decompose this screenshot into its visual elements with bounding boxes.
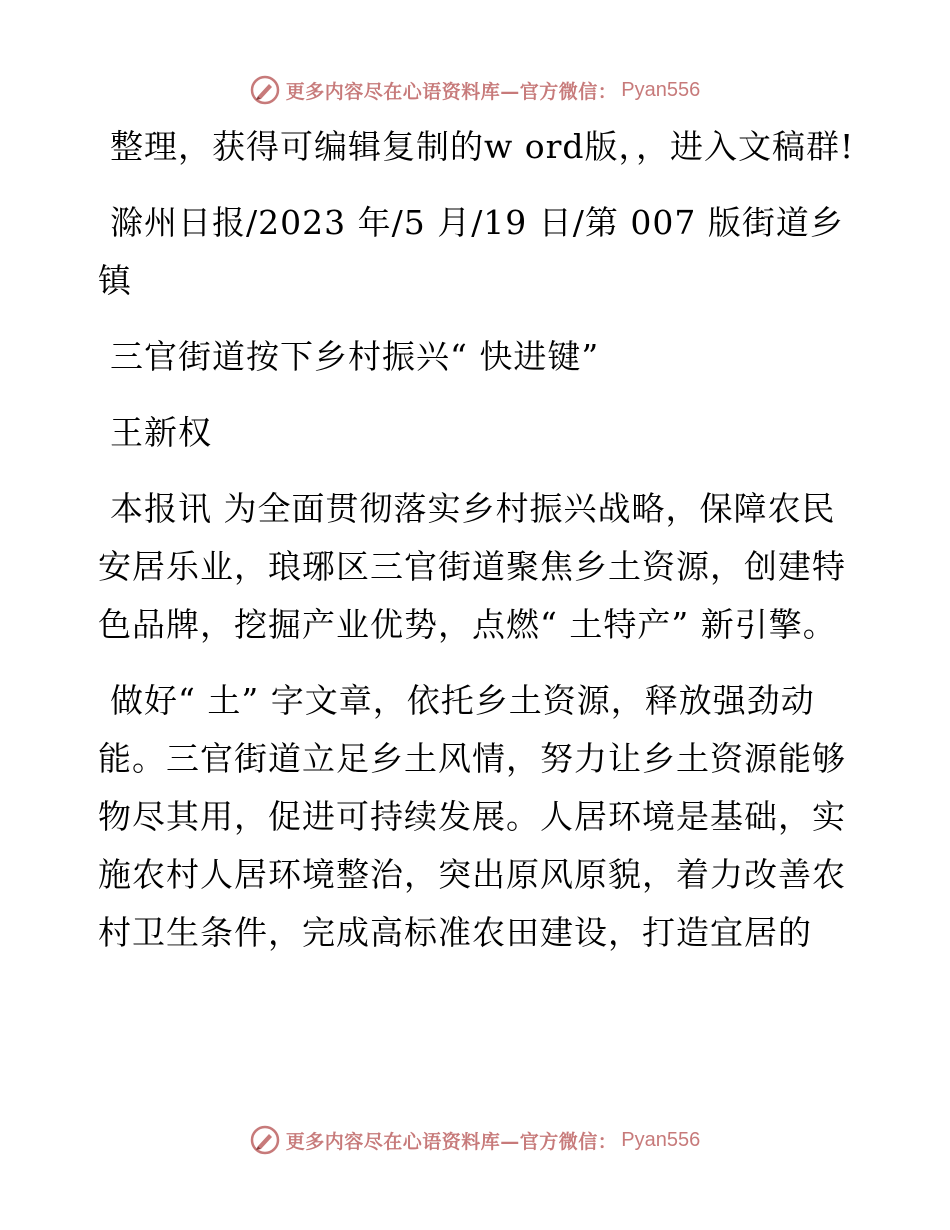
paragraph-lead: 本报讯 为全面贯彻落实乡村振兴战略，保障农民安居乐业，琅琊区三官街道聚焦乡土资源，创建特色品牌，挖掘产业优势，点燃“ 土特产” 新引擎。 [98,489,846,644]
document-body [98,118,858,980]
paragraph-source: 滁州日报/2023 年/5 月/19 日/第 007 版街道乡镇 [98,203,844,300]
watermark-text: 更多内容尽在心语资料库—官方微信： [285,1130,618,1153]
watermark-id: Pyan556 [621,78,701,101]
pen-logo-icon [250,1125,280,1155]
article-author: 王新权 [110,413,212,452]
footer-watermark-banner [0,1120,950,1160]
article-title: 三官街道按下乡村振兴“ 快进键” [110,337,600,376]
pen-logo-icon [250,75,280,105]
paragraph-intro: 整理，获得可编辑复制的w ord版，，进入文稿群! [110,127,855,166]
header-watermark-banner [0,70,950,110]
paragraph-body: 做好“ 土” 字文章，依托乡土资源，释放强劲动能。三官街道立足乡土风情，努力让乡土资源能够物尽其用，促进可持续发展。人居环境是基础，实施农村人居环境整治，突出原风原貌，着力改善农村卫生条件，完成高标准农田建设，打造宜居的 [98,681,846,952]
watermark-text: 更多内容尽在心语资料库—官方微信： [285,80,618,103]
watermark-id: Pyan556 [621,1128,701,1151]
